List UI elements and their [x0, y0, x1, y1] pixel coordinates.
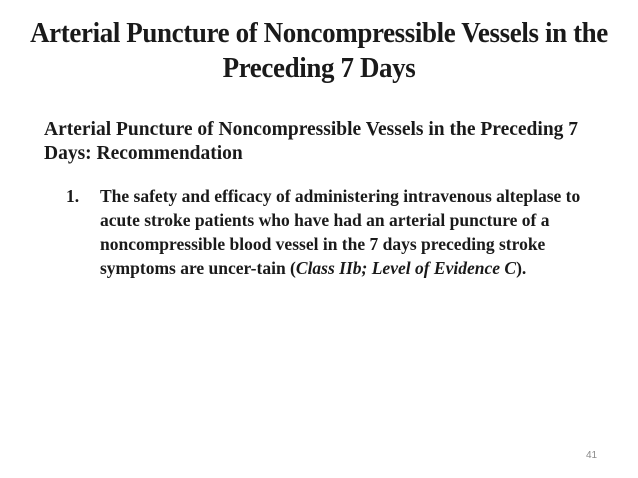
section-heading: Arterial Puncture of Noncompressible Vessels in the Preceding 7 Days: Recommendation — [44, 119, 579, 164]
recommendation-body: The safety and efficacy of administering intravenous alteplase to acute stroke patients who have had an arterial puncture of a noncompressible blood vessel in the 7 days preceding stroke symptoms are uncer-tain ( — [100, 186, 581, 278]
recommendation-item — [66, 184, 586, 280]
recommendation-list — [66, 184, 586, 280]
recommendation-number: 1. — [66, 186, 80, 206]
page-number: 41 — [586, 450, 598, 461]
recommendation-closing: ). — [516, 258, 527, 278]
evidence-class: Class IIb; Level of Evidence C — [295, 258, 517, 278]
recommendation-text — [100, 186, 580, 278]
slide-title: Arterial Puncture of Noncompressible Vessels in the Preceding 7 Days — [30, 17, 608, 84]
